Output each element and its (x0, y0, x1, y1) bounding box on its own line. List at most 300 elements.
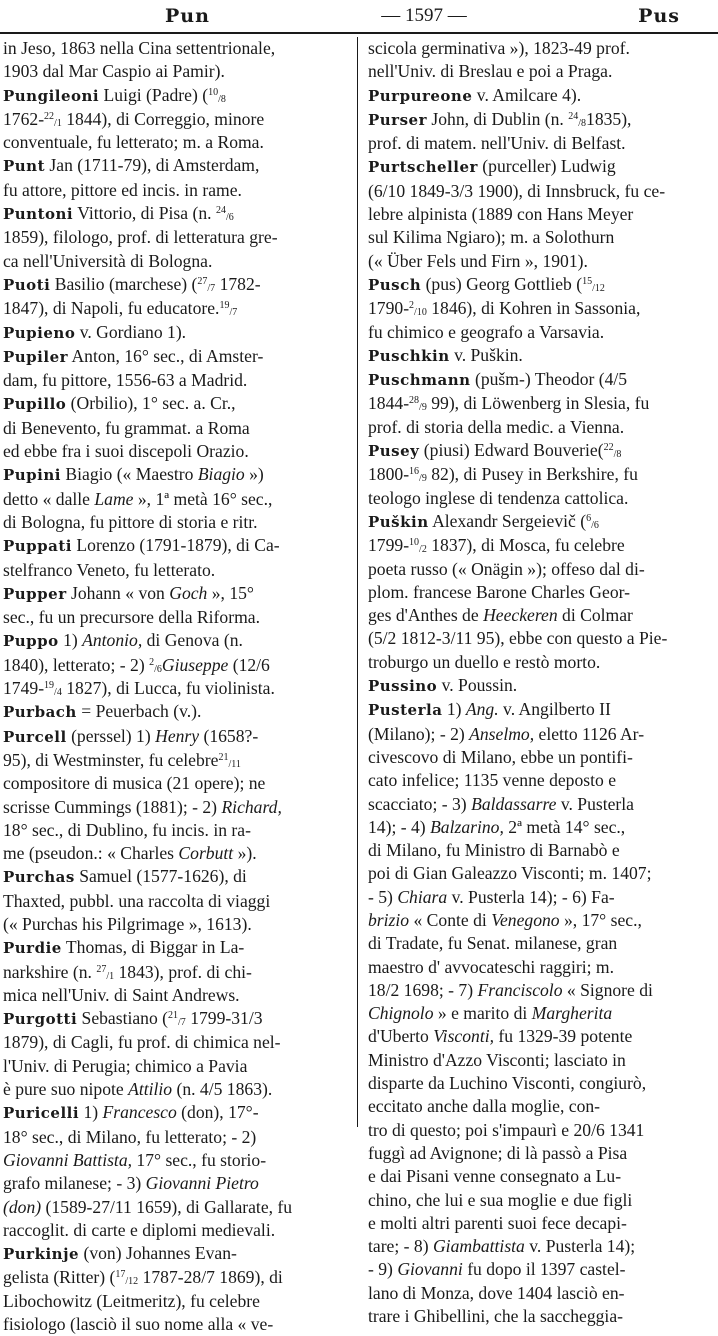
headword: Puoti (3, 275, 51, 294)
line-text: fu attore, pittore ed incis. in rame. (3, 179, 242, 200)
text-line (3, 913, 345, 936)
date-subscript: /10 (414, 307, 427, 319)
headword: Pungileoni (3, 86, 100, 105)
text-line (3, 1266, 345, 1289)
text-line (368, 1258, 710, 1281)
italic-text: Ang. (465, 699, 499, 720)
headword: Puppati (3, 537, 73, 556)
line-text: 18° sec., di Dublino, fu incis. in ra- (3, 819, 251, 840)
text-line (3, 417, 345, 440)
date-superscript: 21 (168, 1010, 179, 1022)
italic-text: Baldassarre (471, 793, 557, 814)
date-subscript: /8 (218, 93, 226, 105)
text-line (3, 369, 345, 392)
line-text: Luigi (Padre) ( (99, 84, 209, 105)
line-text: = Peuerbach (v.). (76, 701, 202, 722)
text-line (3, 559, 345, 582)
entry-line (368, 674, 710, 698)
entry-line (3, 534, 345, 558)
line-text: lebre alpinista (1889 con Hans Meyer (368, 204, 634, 225)
line-text: (n. 4/5 1863). (172, 1079, 273, 1100)
entry-line (3, 345, 345, 369)
line-text: prof. di storia della medic. a Vienna. (368, 416, 625, 437)
italic-text: brizio (368, 909, 410, 930)
entry-line (3, 936, 345, 960)
line-text: eletto 1126 Ar- (534, 723, 645, 744)
headword: Purcell (3, 727, 67, 746)
date-superscript: 2 (409, 300, 415, 312)
entry-line (368, 439, 710, 463)
line-text: 1790- (368, 298, 410, 319)
text-line (368, 1072, 710, 1095)
line-text: (von) Johannes Evan- (79, 1243, 237, 1264)
text-line (368, 746, 710, 769)
line-text: narkshire (n. (3, 961, 97, 982)
text-line (3, 440, 345, 463)
entry-line (368, 368, 710, 392)
line-text: Samuel (1577-1626), di (74, 866, 247, 887)
text-line (368, 886, 710, 909)
italic-text: Attilio (128, 1079, 173, 1100)
line-text: 2ª metà 14° sec., (503, 816, 626, 837)
text-line (3, 488, 345, 511)
date-superscript: 21 (218, 751, 229, 763)
text-line (3, 131, 345, 154)
line-text: Thaxted, pubbl. una raccolta di viaggi (3, 890, 271, 911)
line-text: « Conte di (409, 909, 492, 930)
headword: Purpureone (368, 86, 473, 105)
date-subscript: /11 (228, 758, 241, 770)
line-text: 1762- (3, 108, 45, 129)
line-text: Sebastiano ( (77, 1008, 169, 1029)
line-text: Libochowitz (Leitmeritz), fu celebre (3, 1290, 260, 1311)
header-right-guide-word: Pus (638, 5, 680, 27)
line-text: detto « dalle (3, 488, 95, 509)
line-text: - 9) (368, 1259, 398, 1280)
header-left-guide-word: Pun (165, 5, 210, 27)
entry-line (3, 202, 345, 226)
italic-text: Corbutt (178, 843, 234, 864)
date-superscript: 2 (149, 656, 155, 668)
date-superscript: 24 (568, 110, 579, 122)
line-text: (pus) Georg Gottlieb ( (421, 273, 583, 294)
text-line (368, 1095, 710, 1118)
headword: Puschmann (368, 371, 471, 390)
line-text: (6/10 1849-3/3 1900), di Innsbruck, fu ce- (368, 180, 666, 201)
italic-text: Biagio (197, 464, 245, 485)
text-line (368, 723, 710, 746)
line-text: 99), di Löwenberg in Slesia, fu (426, 393, 650, 414)
text-line (3, 37, 345, 60)
line-text: l'Univ. di Perugia; chimico a Pavia (3, 1055, 248, 1076)
italic-text: Giovanni Battista, (3, 1149, 133, 1170)
date-subscript: /4 (54, 687, 62, 699)
date-subscript: /12 (125, 1276, 139, 1288)
entry-line (368, 698, 710, 722)
italic-text: Visconti, (433, 1026, 494, 1047)
page-header (0, 0, 718, 34)
headword: Puschkin (368, 346, 450, 365)
headword: Puricelli (3, 1104, 80, 1123)
line-text: 1835), (586, 108, 632, 129)
text-line (3, 108, 345, 131)
line-text: 95), di Westminster, fu celebre (3, 749, 219, 770)
date-superscript: 22 (44, 110, 55, 122)
line-text: troburgo un duello e restò morto. (368, 651, 601, 672)
italic-text: Richard, (221, 796, 282, 817)
left-column (3, 37, 345, 1335)
line-text: gelista (Ritter) ( (3, 1267, 116, 1288)
entry-line (368, 108, 710, 132)
line-text: civescovo di Milano, ebbe un pontifi- (368, 746, 633, 767)
line-text: », 15° (207, 582, 254, 603)
line-text: di Benevento, fu grammat. a Roma (3, 417, 250, 438)
italic-text: Giovanni (397, 1259, 463, 1280)
line-text: fisiologo (lasciò il suo nome alla « ve- (3, 1314, 274, 1335)
date-subscript: /8 (578, 117, 587, 129)
line-text: Johann « von (66, 582, 170, 603)
line-text: stelfranco Veneto, fu letterato. (3, 559, 216, 580)
line-text: poeta russo (« Onägin »); offeso dal di- (368, 558, 645, 579)
line-text: mica nell'Univ. di Saint Andrews. (3, 984, 240, 1005)
line-text: v. Gordiano 1). (75, 321, 187, 342)
line-text: è pure suo nipote (3, 1079, 129, 1100)
date-superscript: 24 (215, 205, 226, 217)
text-line (3, 250, 345, 273)
line-text: (5/2 1812-3/11 95), ebbe con questo a Pie- (368, 628, 668, 649)
text-line (3, 1290, 345, 1313)
line-text: prof. di matem. nell'Univ. di Belfast. (368, 133, 626, 154)
text-line (368, 862, 710, 885)
date-subscript: /2 (419, 544, 427, 556)
text-line (3, 179, 345, 202)
text-line (368, 839, 710, 862)
text-line (368, 581, 710, 604)
italic-text: Venegono (491, 909, 560, 930)
text-line (368, 1235, 710, 1258)
text-line (3, 749, 345, 772)
line-text: Alexandr Sergeievič ( (428, 510, 587, 531)
text-line (368, 60, 710, 83)
line-text: 1749- (3, 678, 45, 699)
line-text: v. Angilberto II (498, 699, 611, 720)
text-line (3, 1055, 345, 1078)
text-line (3, 297, 345, 320)
entry-line (368, 273, 710, 297)
text-line (368, 979, 710, 1002)
text-line (3, 606, 345, 629)
entry-line (3, 321, 345, 345)
line-text: 1787-28/7 1869), di (138, 1267, 283, 1288)
entry-line (3, 700, 345, 724)
headword: Pupini (3, 466, 61, 485)
date-superscript: 17 (115, 1269, 126, 1281)
entry-line (3, 629, 345, 653)
line-text: John, di Dublin (n. (426, 108, 569, 129)
date-superscript: 27 (96, 963, 107, 975)
text-line (368, 793, 710, 816)
line-text: fu dopo il 1397 castel- (462, 1259, 626, 1280)
entry-line (3, 1242, 345, 1266)
entry-line (368, 155, 710, 179)
line-text: in Jeso, 1863 nella Cina settentrionale, (3, 38, 276, 58)
line-text: tare; - 8) (368, 1236, 433, 1257)
line-text: conventuale, fu letterato; m. a Roma. (3, 132, 264, 153)
text-line (368, 1119, 710, 1142)
text-line (368, 816, 710, 839)
text-line (368, 250, 710, 273)
text-line (368, 932, 710, 955)
date-subscript: /9 (419, 473, 427, 485)
line-text: « Signore di (562, 979, 653, 1000)
text-line (3, 226, 345, 249)
text-line (368, 297, 710, 320)
text-line (3, 1126, 345, 1149)
text-line (368, 534, 710, 557)
line-text: e dai Pisani venne consegnato a Lu- (368, 1166, 622, 1187)
text-line (368, 1189, 710, 1212)
text-line (3, 1196, 345, 1219)
line-text: 1903 dal Mar Caspio ai Pamir). (3, 61, 225, 82)
text-line (368, 416, 710, 439)
line-text: 17° sec., fu storio- (132, 1149, 267, 1170)
line-text: (1589-27/11 1659), di Gallarate, fu (41, 1196, 293, 1217)
italic-text: Giuseppe (161, 654, 229, 675)
text-line (3, 1219, 345, 1242)
headword: Pusey (368, 442, 420, 461)
date-superscript: 22 (603, 442, 614, 454)
line-text: Biagio (« Maestro (60, 464, 198, 485)
entry-line (3, 463, 345, 487)
entry-line (368, 344, 710, 368)
text-line (3, 1172, 345, 1195)
line-text: di Bologna, fu pittore di storia e ritr. (3, 511, 258, 532)
italic-text: Henry (155, 725, 200, 746)
line-text: di Milano, fu Ministro di Barnabò e (368, 840, 620, 861)
date-superscript: 28 (409, 395, 420, 407)
entry-line (3, 392, 345, 416)
line-text: ges d'Anthes de (368, 605, 484, 626)
line-text: teologo inglese di tendenza cattolica. (368, 487, 629, 508)
line-text: ed ebbe fra i suoi discepoli Orazio. (3, 441, 249, 462)
line-text: » e marito di (433, 1003, 532, 1024)
line-text: v. Pusterla 14); - 6) Fa- (447, 886, 615, 907)
entry-line (3, 582, 345, 606)
text-line (368, 463, 710, 486)
date-subscript: /6 (154, 663, 162, 675)
italic-text: Antonio, (82, 630, 143, 651)
line-text: (pušm-) Theodor (4/5 (470, 369, 628, 390)
line-text: raccoglit. di carte e diplomi medievali. (3, 1219, 276, 1240)
text-line (3, 1031, 345, 1054)
line-text: 1) (58, 630, 83, 651)
line-text: 1799- (368, 535, 410, 556)
italic-text: Giovanni Pietro (145, 1173, 259, 1194)
headword: Pupper (3, 584, 67, 603)
text-line (368, 321, 710, 344)
headword: Purtscheller (368, 158, 478, 177)
text-line (3, 984, 345, 1007)
line-text: scrisse Cummings (1881); - 2) (3, 796, 222, 817)
line-text: 1879), di Cagli, fu prof. di chimica nel- (3, 1032, 281, 1053)
line-text: (perssel) 1) (66, 725, 156, 746)
line-text: (purceller) Ludwig (477, 156, 616, 177)
line-text: 18° sec., di Milano, fu letterato; - 2) (3, 1126, 257, 1147)
line-text: tro di questo; poi s'impaurì e 20/6 1341 (368, 1119, 645, 1140)
line-text: Lorenzo (1791-1879), di Ca- (72, 535, 280, 556)
text-line (3, 842, 345, 865)
text-line (3, 511, 345, 534)
line-text: 18/2 1698; - 7) (368, 979, 478, 1000)
date-superscript: 27 (197, 275, 208, 287)
text-line (368, 1165, 710, 1188)
text-line (3, 890, 345, 913)
right-column (368, 37, 710, 1327)
date-superscript: 10 (208, 86, 219, 98)
line-text: di Colmar (557, 605, 633, 626)
line-text: (Milano); - 2) (368, 723, 470, 744)
line-text: eccitato anche dalla moglie, con- (368, 1096, 601, 1117)
text-line (368, 1025, 710, 1048)
line-text: cato infelice; 1135 venne deposto e (368, 770, 617, 791)
headword: Pupillo (3, 395, 67, 414)
line-text: 1859), filologo, prof. di letteratura gre- (3, 227, 278, 248)
entry-line (368, 84, 710, 108)
date-subscript: /9 (419, 402, 427, 414)
line-text: (« Über Fels und Firn », 1901). (368, 250, 588, 271)
text-line (3, 1078, 345, 1101)
line-text: Basilio (marchese) ( (50, 273, 198, 294)
text-line (3, 1313, 345, 1336)
line-text: di Genova (n. (142, 630, 243, 651)
line-text: 1800- (368, 464, 410, 485)
text-line (368, 558, 710, 581)
entry-line (368, 510, 710, 534)
line-text: (1658?- (199, 725, 259, 746)
italic-text: (don) (3, 1196, 42, 1217)
entry-line (3, 154, 345, 178)
date-superscript: 10 (409, 537, 420, 549)
date-superscript: 19 (219, 300, 230, 312)
date-superscript: 16 (409, 466, 420, 478)
line-text: sul Kilima Ngiaro); m. a Solothurn (368, 227, 615, 248)
line-text: 1837), di Mosca, fu celebre (426, 535, 625, 556)
date-subscript: /1 (106, 970, 115, 982)
text-line (368, 1049, 710, 1072)
line-text: 1827), di Lucca, fu violinista. (61, 678, 275, 699)
headword: Purchas (3, 868, 75, 887)
line-text: maestro d' avvocateschi raggiri; m. (368, 956, 614, 977)
line-text: 1) (79, 1102, 103, 1123)
entry-line (3, 1007, 345, 1031)
headword: Puntoni (3, 205, 74, 224)
line-text: lano di Monza, dove 1404 lasciò en- (368, 1282, 625, 1303)
line-text: fuggì ad Avignone; di là passò a Pisa (368, 1142, 628, 1163)
date-subscript: /1 (54, 117, 62, 129)
text-line (3, 1149, 345, 1172)
line-text: di Tradate, fu Senat. milanese, gran (368, 933, 618, 954)
text-line (368, 769, 710, 792)
italic-text: Balzarino, (430, 816, 504, 837)
entry-line (3, 84, 345, 108)
line-text: 82), di Pusey in Berkshire, fu (426, 464, 638, 485)
headword: Puppo (3, 632, 59, 651)
date-subscript: /7 (207, 282, 216, 294)
line-text: dam, fu pittore, 1556-63 a Madrid. (3, 370, 248, 391)
entry-line (3, 725, 345, 749)
italic-text: Giambattista (432, 1236, 525, 1257)
text-line (3, 677, 345, 700)
entry-line (3, 1101, 345, 1125)
line-text: 14); - 4) (368, 816, 431, 837)
line-text: disparte da Luchino Visconti, congiurò, (368, 1073, 647, 1094)
line-text: ») (244, 464, 264, 485)
text-line (368, 1305, 710, 1328)
line-text: », 17° sec., (559, 909, 642, 930)
italic-text: Anselmo, (469, 723, 535, 744)
line-text: fu 1329-39 potente (494, 1026, 633, 1047)
headword: Purser (368, 110, 427, 129)
text-line (368, 604, 710, 627)
headword: Pusch (368, 275, 422, 294)
text-line (368, 226, 710, 249)
date-subscript: /7 (178, 1017, 186, 1029)
line-text: nell'Univ. di Breslau e poi a Praga. (368, 61, 613, 82)
date-subscript: /12 (592, 282, 605, 294)
italic-text: Francesco (102, 1102, 177, 1123)
line-text: 1799-31/3 (185, 1008, 263, 1029)
headword: Pusterla (368, 701, 443, 720)
text-line (368, 132, 710, 155)
line-text: 1844), di Correggio, minore (61, 108, 265, 129)
line-text: Anton, 16° sec., di Amster- (68, 345, 264, 366)
line-text: Thomas, di Biggar in La- (61, 937, 245, 958)
italic-text: Lame (94, 488, 134, 509)
line-text: 1) (442, 699, 466, 720)
line-text: v. Amilcare 4). (472, 84, 582, 105)
line-text: chino, che lui e sua moglie e due figli (368, 1189, 633, 1210)
text-line (3, 60, 345, 83)
line-text: d'Uberto (368, 1026, 434, 1047)
line-text: 1847), di Napoli, fu educatore. (3, 298, 220, 319)
line-text: me (pseudon.: « Charles (3, 843, 179, 864)
headword: Punt (3, 157, 46, 176)
text-line (368, 203, 710, 226)
date-superscript: 15 (582, 275, 593, 287)
text-line (368, 1002, 710, 1025)
line-text: v. Pusterla (556, 793, 634, 814)
headword: Puškin (368, 512, 429, 531)
text-line (368, 1282, 710, 1305)
text-line (3, 772, 345, 795)
text-line (368, 1212, 710, 1235)
line-text: 1843), prof. di chi- (114, 961, 252, 982)
line-text: fu chimico e geografo a Varsavia. (368, 321, 605, 342)
line-text: (piusi) Edward Bouverie( (419, 440, 604, 461)
line-text: Ministro d'Azzo Visconti; lasciato in (368, 1049, 626, 1070)
text-line (368, 627, 710, 650)
line-text: poi di Gian Galeazzo Visconti; m. 1407; (368, 863, 652, 884)
italic-text: Franciscolo (477, 979, 563, 1000)
italic-text: Goch (169, 582, 208, 603)
text-line (368, 392, 710, 415)
date-subscript: /6 (225, 212, 234, 224)
text-line (3, 819, 345, 842)
text-line (368, 1142, 710, 1165)
line-text: 1840), letterato; - 2) (3, 654, 150, 675)
headword: Purdie (3, 939, 62, 958)
line-text: e molti altri parenti suoi fece decapi- (368, 1212, 627, 1233)
